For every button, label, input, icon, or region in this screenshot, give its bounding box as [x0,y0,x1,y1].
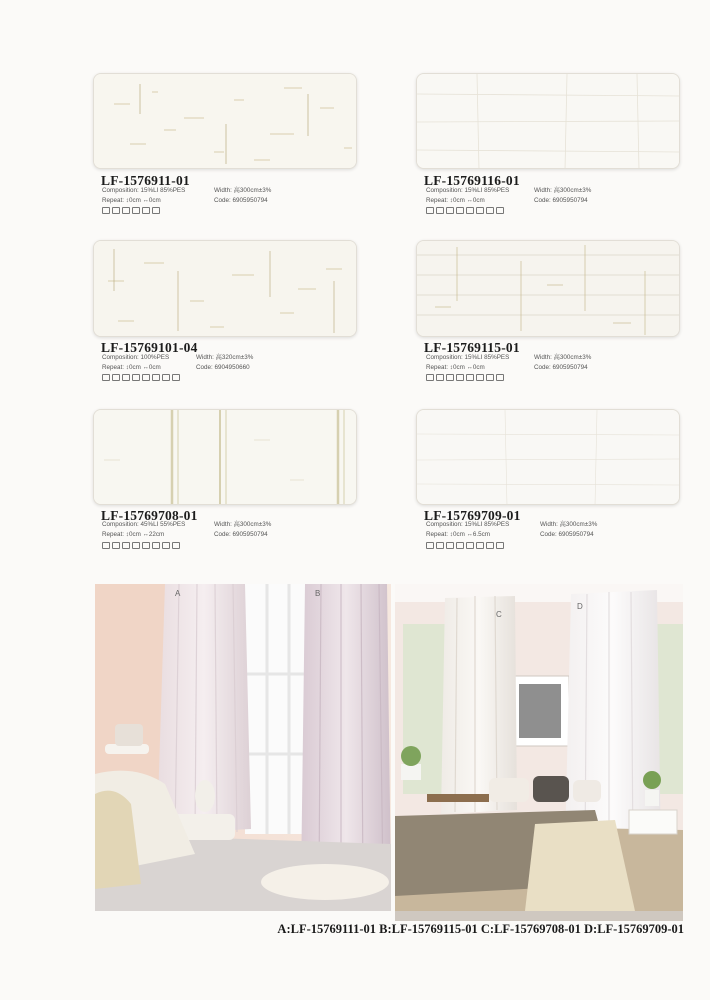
product-code: LF-15769115-01 [424,340,520,355]
width: Width: 高300cm±3% [214,187,272,194]
dry-icon [122,542,130,549]
code: Code: 6905950794 [214,196,268,204]
fabric-texture [94,74,357,169]
repeat: Repeat: ↕0cm ↔0cm [102,196,161,204]
no-bleach-icon [112,207,120,214]
no-bleach-icon [436,207,444,214]
tumble-icon [476,374,484,381]
care-icons [102,374,180,381]
repeat: Repeat: ↕0cm ↔0cm [102,363,161,371]
dry-icon [446,542,454,549]
composition: Composition: 15%LI 85%PES [426,521,510,528]
dryclean-icon [142,207,150,214]
iron-icon [132,374,140,381]
hang-icon [486,542,494,549]
code: Code: 6905950794 [534,196,588,204]
care-icons [102,542,180,549]
repeat: Repeat: ↕0cm ↔6.5cm [426,530,491,538]
fabric-texture [417,241,680,337]
code: Code: 6905950794 [214,530,268,538]
product-specs [102,520,271,539]
iron-icon [456,374,464,381]
dry-icon [446,207,454,214]
repeat: Repeat: ↕0cm ↔22cm [102,530,165,538]
hang-icon [486,374,494,381]
product-code: LF-15769708-01 [101,508,198,523]
product-specs [102,186,271,205]
no-bleach-icon [112,374,120,381]
bedroom-scene-image [95,584,391,911]
photo-label-b: B [315,589,321,598]
room-photo-right [395,584,683,911]
wash-icon [102,207,110,214]
hang-icon [162,374,170,381]
iron-icon [132,207,140,214]
room-photo-left [95,584,391,911]
label-icon [172,374,180,381]
label-icon [172,542,180,549]
iron-icon [132,542,140,549]
tumble-icon [152,207,160,214]
repeat: Repeat: ↕0cm ↔0cm [426,196,485,204]
product-specs [426,520,597,539]
tumble-icon [152,374,160,381]
fabric-swatch[interactable] [416,409,680,505]
code: Code: 6905950794 [534,363,588,371]
product-code: LF-15769116-01 [424,173,520,188]
care-icons [426,207,504,214]
fabric-swatch[interactable] [93,240,357,337]
no-bleach-icon [436,542,444,549]
photo-label-a: A [175,589,181,598]
width: Width: 高300cm±3% [534,187,592,194]
dry-icon [122,374,130,381]
composition: Composition: 45%LI 55%PES [102,521,186,528]
tumble-icon [476,542,484,549]
dryclean-icon [466,207,474,214]
hang-icon [486,207,494,214]
photo-label-c: C [496,610,502,619]
wash-icon [426,374,434,381]
product-specs [102,353,253,372]
product-code: LF-1576911-01 [101,173,190,188]
dryclean-icon [142,374,150,381]
hang-icon [162,542,170,549]
photo-label-d: D [577,602,583,611]
code: Code: 6905950794 [540,530,594,538]
bedroom-scene-image [395,584,683,911]
care-icons [426,542,504,549]
composition: Composition: 100%PES [102,354,170,361]
care-icons [426,374,504,381]
product-code: LF-15769709-01 [424,508,521,523]
no-bleach-icon [436,374,444,381]
product-specs [426,353,591,372]
iron-icon [456,542,464,549]
width: Width: 高300cm±3% [540,521,598,528]
fabric-texture [417,410,680,505]
iron-icon [456,207,464,214]
photo-caption: A:LF-15769111-01 B:LF-15769115-01 C:LF-15769708-01 D:LF-15769709-01 [277,922,684,936]
care-icons [102,207,160,214]
wash-icon [426,542,434,549]
fabric-texture [94,241,357,337]
dryclean-icon [142,542,150,549]
dry-icon [446,374,454,381]
wash-icon [426,207,434,214]
no-bleach-icon [112,542,120,549]
dryclean-icon [466,374,474,381]
width: Width: 高300cm±3% [214,521,272,528]
decorative-band [395,911,683,921]
fabric-swatch[interactable] [416,73,680,169]
fabric-texture [94,410,357,505]
repeat: Repeat: ↕0cm ↔0cm [426,363,485,371]
dry-icon [122,207,130,214]
composition: Composition: 15%LI 85%PES [426,187,510,194]
wash-icon [102,374,110,381]
tumble-icon [152,542,160,549]
width: Width: 高320cm±3% [196,354,254,361]
tumble-icon [476,207,484,214]
label-icon [496,542,504,549]
composition: Composition: 15%LI 85%PES [102,187,186,194]
code: Code: 6904950660 [196,363,250,371]
fabric-swatch[interactable] [93,73,357,169]
fabric-swatch[interactable] [416,240,680,337]
label-icon [496,374,504,381]
dryclean-icon [466,542,474,549]
wash-icon [102,542,110,549]
fabric-texture [417,74,680,169]
width: Width: 高300cm±3% [534,354,592,361]
product-code: LF-15769101-04 [101,340,198,355]
fabric-swatch[interactable] [93,409,357,505]
composition: Composition: 15%LI 85%PES [426,354,510,361]
label-icon [496,207,504,214]
product-specs [426,186,591,205]
